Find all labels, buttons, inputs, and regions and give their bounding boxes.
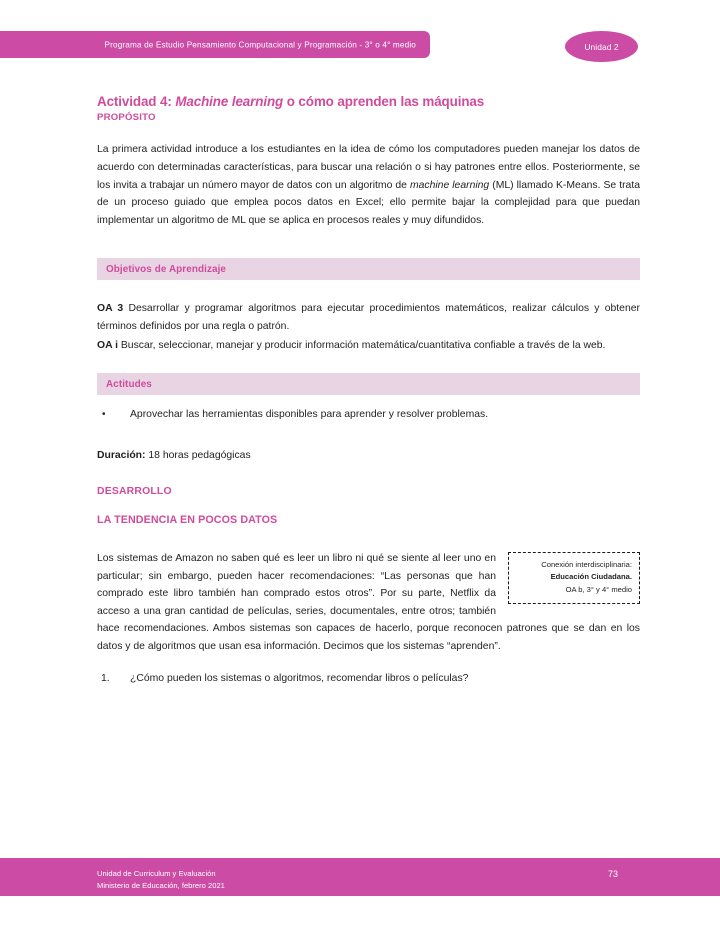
duracion-value: 18 horas pedagógicas <box>145 450 251 462</box>
oa-item-3-code: OA 3 <box>97 303 124 315</box>
conexion-box-line1: Conexión interdisciplinaria: <box>541 560 632 569</box>
desarrollo-subheading: LA TENDENCIA EN POCOS DATOS <box>97 514 278 526</box>
header-band-label: Programa de Estudio Pensamiento Computacional y Programación - 3° o 4° medio <box>104 40 416 49</box>
page-title-suffix: o cómo aprenden las máquinas <box>283 93 485 109</box>
page-title-prefix: Actividad 4: <box>97 93 176 109</box>
objetivos-band-heading <box>97 258 640 280</box>
question-text: ¿Cómo pueden los sistemas o algoritmos, recomendar libros o películas? <box>130 673 469 684</box>
actitudes-band-heading <box>97 373 640 395</box>
proposito-part2: (ML) llamado K-Means. Se trata de un proceso guiado que emplea pocos datos en Excel; ello permite bajar la complejidad para que puedan implementar un algoritmo de ML que se aplica en procesos reales y muy difundidos. <box>97 179 640 226</box>
unit-badge <box>565 31 638 62</box>
oa-item-i-text: Buscar, seleccionar, manejar y producir información matemática/cuantitativa confiable a través de la web. <box>117 340 606 352</box>
desarrollo-paragraph: Los sistemas de Amazon no saben qué es leer un libro ni qué se siente al leer uno en particular; sin embargo, pueden hacer recomendaciones: “Las personas que han comprado este libro también han comprado estos otros”. Por su parte, Netflix da acceso a una gran cantidad de películas, series, documentales, entre otros; también hace recomendaciones. Ambos sistemas son capaces de hacerlo, porque reconocen patrones que se dan en los datos y de algoritmos que usan esa información. Decimos que los sistemas “aprenden”. <box>97 553 640 652</box>
oa-item-i <box>97 337 640 355</box>
oa-item-3-text: Desarrollar y programar algoritmos para ejecutar procedimientos matemáticos, realizar cálculos y obtener términos definidos por una regla o patrón. <box>97 303 640 332</box>
oa-item-3 <box>97 300 640 335</box>
bullet-icon: • <box>102 409 106 420</box>
proposito-part1: La primera actividad introduce a los estudiantes en la idea de cómo los computadores pueden manejar los datos de acuerdo con determinadas características, para buscar una relación o si hay patrones entre ellos. Posteriormente, se los invita a trabajar un número mayor de datos con un algoritmo de <box>97 144 640 191</box>
actitudes-band-label: Actitudes <box>106 378 152 390</box>
objetivos-band-label: Objetivos de Aprendizaje <box>106 263 227 275</box>
conexion-interdisciplinaria-box <box>508 552 640 604</box>
duracion-line <box>97 447 640 465</box>
desarrollo-heading: DESARROLLO <box>97 486 172 497</box>
conexion-box-line2: Educación Ciudadana. <box>550 572 632 582</box>
proposito-paragraph <box>97 141 640 229</box>
page-title <box>97 94 640 109</box>
page-number: 73 <box>608 869 619 879</box>
actitudes-item-text: Aprovechar las herramientas disponibles para aprender y resolver problemas. <box>130 409 489 420</box>
question-number: 1. <box>101 673 110 684</box>
footer-credits-line1: Unidad de Curriculum y Evaluación <box>97 869 216 878</box>
desarrollo-body-wrap <box>97 550 640 656</box>
conexion-box-line3: OA b, 3° y 4° medio <box>565 584 632 594</box>
duracion-label: Duración: <box>97 450 146 462</box>
page-title-italic: Machine learning <box>175 93 284 109</box>
proposito-italic: machine learning <box>409 179 490 191</box>
header-band <box>0 31 430 58</box>
footer-credits-line2: Ministerio de Educación, febrero 2021 <box>97 880 225 890</box>
oa-item-i-code: OA i <box>97 340 118 352</box>
footer-credits <box>97 868 225 891</box>
unit-badge-label: Unidad 2 <box>584 41 619 52</box>
proposito-heading: PROPÓSITO <box>97 112 156 123</box>
